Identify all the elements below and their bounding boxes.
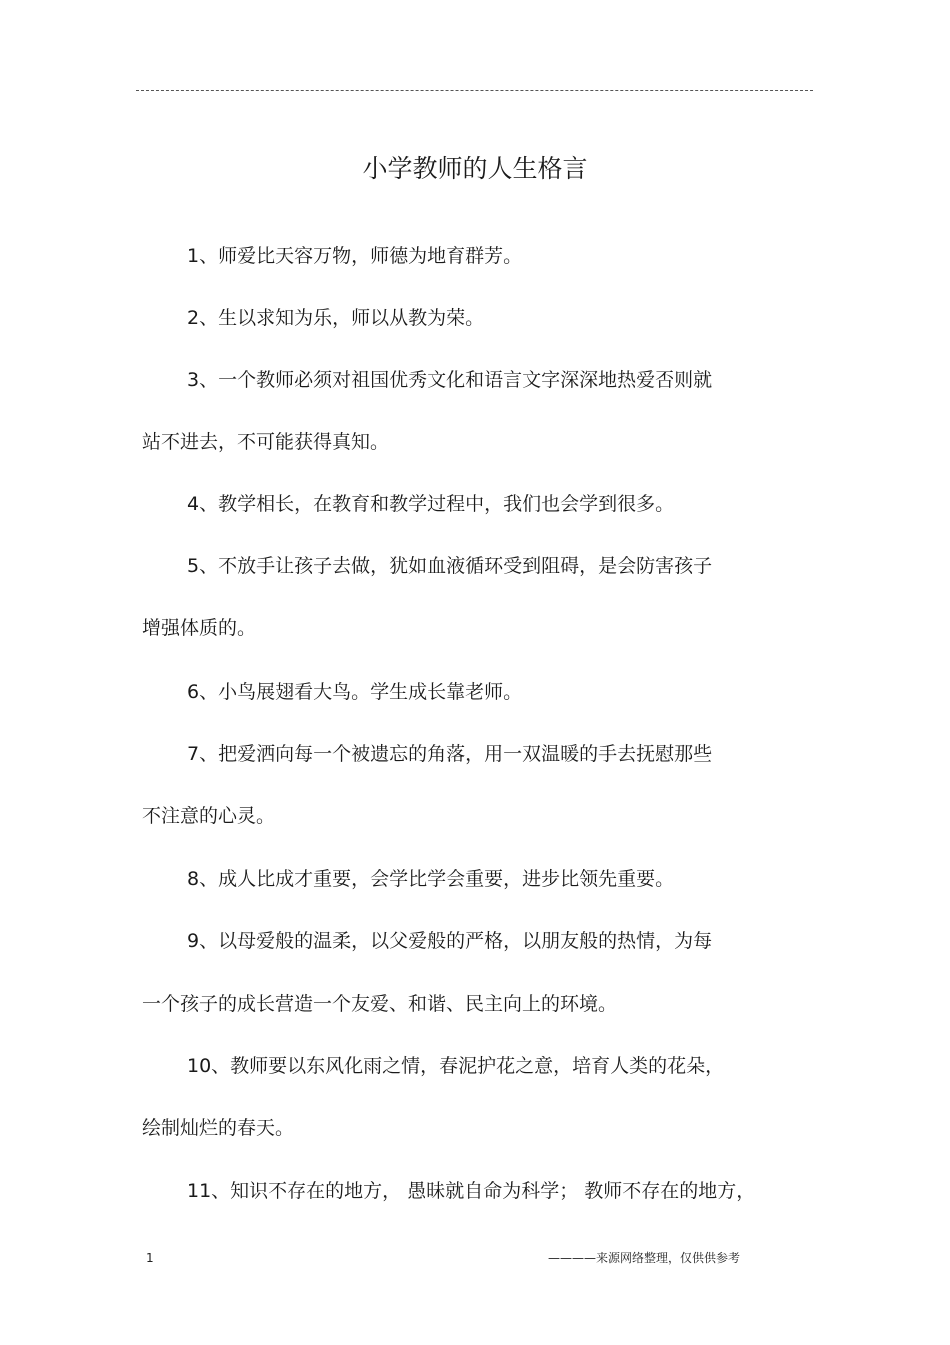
text-line: 2、生以求知为乐，师以从教为荣。 [187,307,485,329]
text-line: 站不进去，不可能获得真知。 [142,431,390,453]
text-line: 3、一个教师必须对祖国优秀文化和语言文字深深地热爱否则就 [187,369,713,391]
text-line: 7、把爱洒向每一个被遗忘的角落，用一双温暖的手去抚慰那些 [187,743,713,765]
document-title: 小学教师的人生格言 [362,154,588,183]
text-line: 6、小鸟展翅看大鸟。学生成长靠老师。 [187,681,523,703]
page-number: 1 [146,1251,154,1265]
text-line: 8、成人比成才重要，会学比学会重要，进步比领先重要。 [187,868,675,890]
text-line: 绘制灿烂的春天。 [142,1117,295,1139]
text-line: 不注意的心灵。 [142,805,276,827]
text-line: 9、以母爱般的温柔，以父爱般的严格，以朋友般的热情，为每 [187,930,713,952]
text-line: 1、师爱比天容万物，师德为地育群芳。 [187,245,523,267]
text-line: 增强体质的。 [142,617,257,639]
text-line: 一个孩子的成长营造一个友爱、和谐、民主向上的环境。 [142,993,618,1015]
text-line: 11、知识不存在的地方， 愚昧就自命为科学； 教师不存在的地方， [187,1180,756,1202]
footer-note: ————来源网络整理，仅供供参考 [548,1251,741,1265]
text-line: 5、不放手让孩子去做，犹如血液循环受到阻碍，是会防害孩子 [187,555,713,577]
text-line: 10、教师要以东风化雨之情，春泥护花之意，培育人类的花朵， [187,1055,725,1077]
text-line: 4、教学相长，在教育和教学过程中，我们也会学到很多。 [187,493,675,515]
header-rule [136,90,813,91]
